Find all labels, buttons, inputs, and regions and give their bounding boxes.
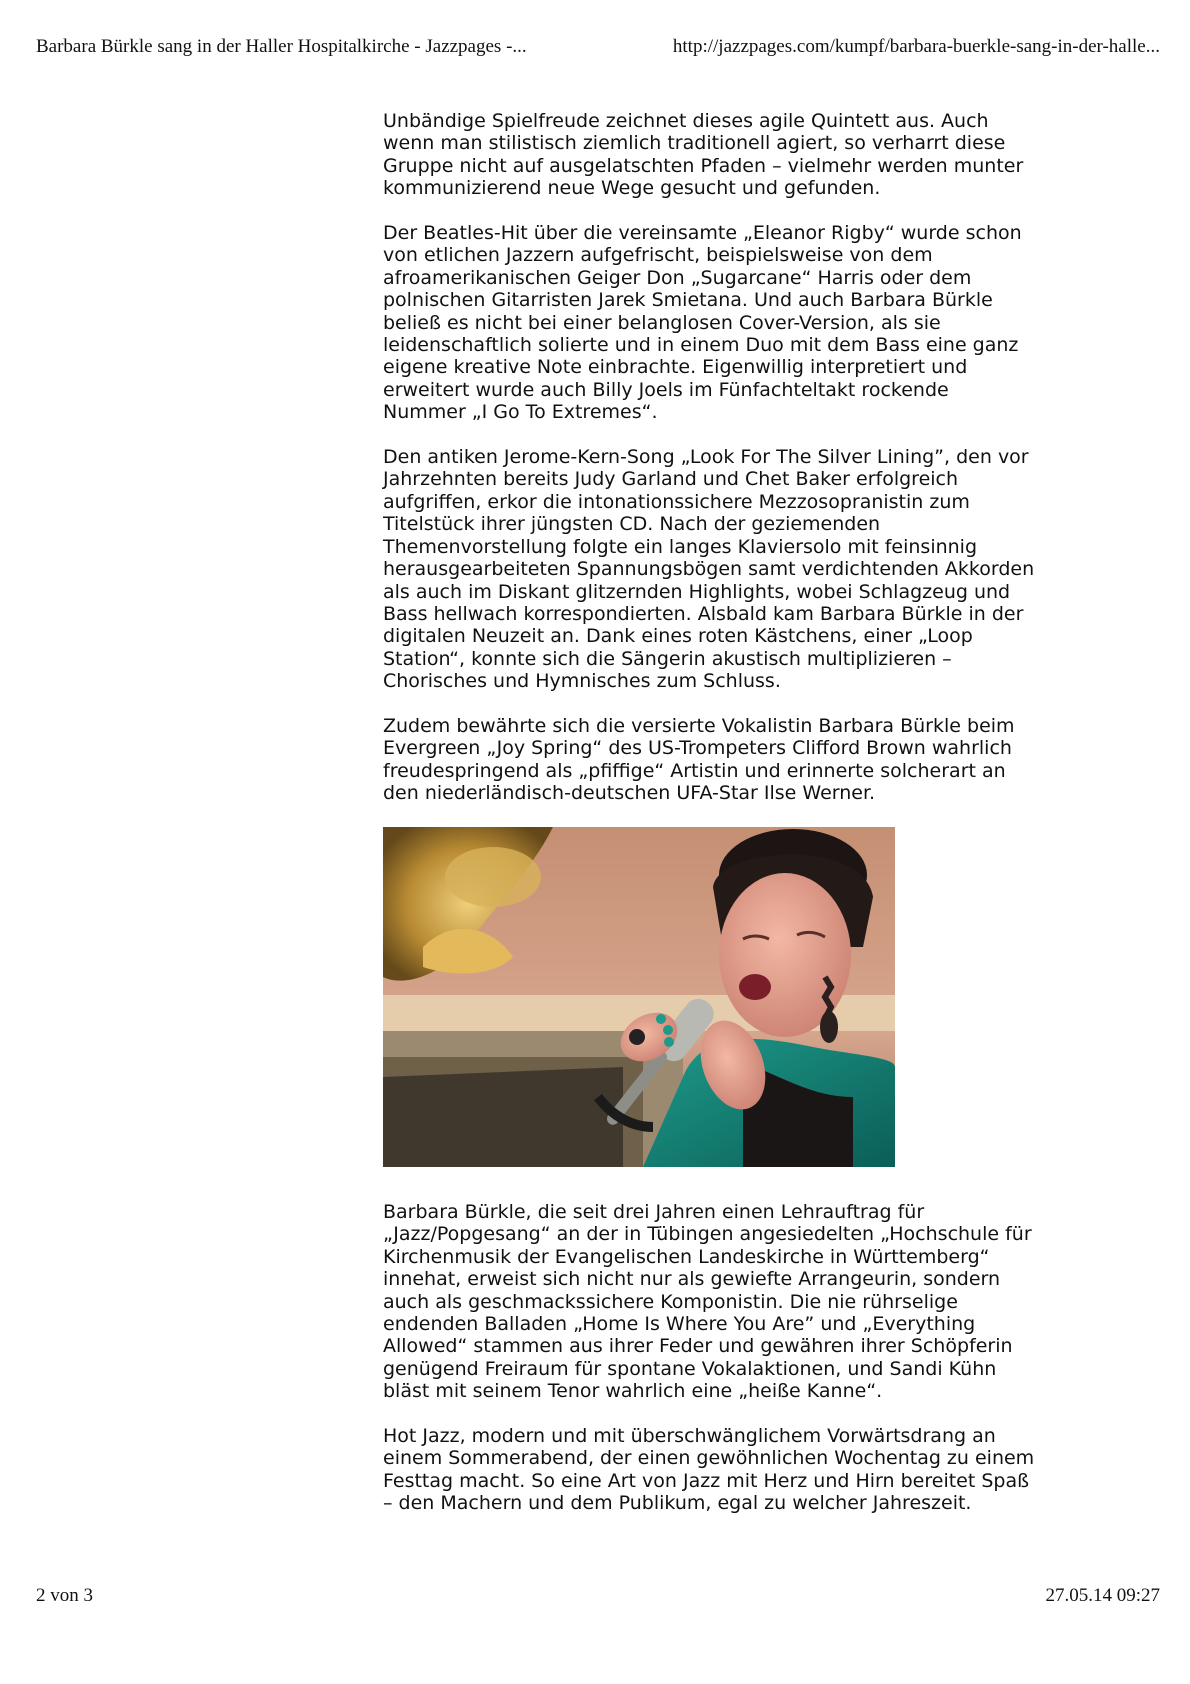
singer-photo <box>383 827 895 1167</box>
text-line: Evergreen „Joy Spring“ des US-Trompeters Clifford Brown wahrlich <box>383 737 1012 760</box>
text-line: beließ es nicht bei einer belanglosen Cover-Version, als sie <box>383 311 941 334</box>
article-text-before-image <box>383 110 1083 805</box>
text-line: Bass hellwach korrespondierten. Alsbald kam Barbara Bürkle in der <box>383 602 1024 625</box>
text-line: wenn man stilistisch ziemlich traditionell agiert, so verharrt diese <box>383 132 1006 155</box>
print-header-url: http://jazzpages.com/kumpf/barbara-buerkle-sang-in-der-halle... <box>672 36 1160 57</box>
text-line: leidenschaftlich solierte und in einem Duo mit dem Bass eine ganz <box>383 334 1019 357</box>
text-line: auch als geschmackssichere Komponistin. Die nie rührselige <box>383 1290 958 1313</box>
text-line: herausgearbeiteten Spannungsbögen samt verdichtenden Akkorden <box>383 558 1035 581</box>
text-line: polnischen Gitarristen Jarek Smietana. Und auch Barbara Bürkle <box>383 289 993 312</box>
text-line: einem Sommerabend, der einen gewöhnlichen Wochentag zu einem <box>383 1447 1035 1470</box>
text-line: Station“, konnte sich die Sängerin akustisch multiplizieren – <box>383 647 952 670</box>
text-line: endenden Balladen „Home Is Where You Are” und „Everything <box>383 1312 976 1335</box>
text-line: freudespringend als „pfiffige“ Artistin und erinnerte solcherart an <box>383 759 1006 782</box>
singer-photo-illustration <box>383 827 895 1167</box>
text-line: Chorisches und Hymnisches zum Schluss. <box>383 670 781 693</box>
text-line: Nummer „I Go To Extremes“. <box>383 401 658 424</box>
text-line: kommunizierend neue Wege gesucht und gefunden. <box>383 177 881 200</box>
text-line: Gruppe nicht auf ausgelatschten Pfaden – vielmehr werden munter <box>383 154 1024 177</box>
article-paragraph <box>383 1201 1083 1403</box>
text-line: Hot Jazz, modern und mit überschwänglichem Vorwärtsdrang an <box>383 1424 996 1447</box>
text-line: Festtag macht. So eine Art von Jazz mit Herz und Hirn bereitet Spaß <box>383 1469 1030 1492</box>
article-text-after-image <box>383 1201 1083 1515</box>
article-paragraph <box>383 222 1083 424</box>
text-line: erweitert wurde auch Billy Joels im Fünfachteltakt rockende <box>383 378 949 401</box>
text-line: den niederländisch-deutschen UFA-Star Ilse Werner. <box>383 782 876 805</box>
article-paragraph <box>383 446 1083 692</box>
page-number: 2 von 3 <box>36 1585 93 1606</box>
text-line: eigene kreative Note einbrachte. Eigenwillig interpretiert und <box>383 356 968 379</box>
text-line: Jahrzehnten bereits Judy Garland und Chet Baker erfolgreich <box>383 468 959 491</box>
text-line: Zudem bewährte sich die versierte Vokalistin Barbara Bürkle beim <box>383 714 1015 737</box>
text-line: Themenvorstellung folgte ein langes Klaviersolo mit feinsinnig <box>383 535 978 558</box>
text-line: bläst mit seinem Tenor wahrlich eine „heiße Kanne“. <box>383 1380 883 1403</box>
text-line: aufgriffen, erkor die intonationssichere Mezzosopranistin zum <box>383 490 970 513</box>
article-body <box>383 110 1083 1537</box>
text-line: genügend Freiraum für spontane Vokalaktionen, und Sandi Kühn <box>383 1357 997 1380</box>
print-header-title: Barbara Bürkle sang in der Haller Hospitalkirche - Jazzpages -... <box>36 36 527 57</box>
text-line: von etlichen Jazzern aufgefrischt, beispielsweise von dem <box>383 244 933 267</box>
text-line: afroamerikanischen Geiger Don „Sugarcane“ Harris oder dem <box>383 266 972 289</box>
text-line: Barbara Bürkle, die seit drei Jahren einen Lehrauftrag für <box>383 1200 925 1223</box>
text-line: „Jazz/Popgesang“ an der in Tübingen angesiedelten „Hochschule für <box>383 1223 1032 1246</box>
article-paragraph <box>383 110 1083 200</box>
text-line: – den Machern und dem Publikum, egal zu welcher Jahreszeit. <box>383 1492 972 1515</box>
article-paragraph <box>383 1425 1083 1515</box>
text-line: digitalen Neuzeit an. Dank eines roten Kästchens, einer „Loop <box>383 625 973 648</box>
article-paragraph <box>383 715 1083 805</box>
text-line: Der Beatles-Hit über die vereinsamte „Eleanor Rigby“ wurde schon <box>383 222 1022 245</box>
text-line: Kirchenmusik der Evangelischen Landeskirche in Württemberg“ <box>383 1245 990 1268</box>
text-line: Titelstück ihrer jüngsten CD. Nach der geziemenden <box>383 513 881 536</box>
text-line: innehat, erweist sich nicht nur als gewiefte Arrangeurin, sondern <box>383 1268 1001 1291</box>
text-line: Allowed“ stammen aus ihrer Feder und gewähren ihrer Schöpferin <box>383 1335 1013 1358</box>
print-datetime: 27.05.14 09:27 <box>1045 1585 1160 1606</box>
text-line: Unbändige Spielfreude zeichnet dieses agile Quintett aus. Auch <box>383 110 989 132</box>
text-line: als auch im Diskant glitzernden Highlights, wobei Schlagzeug und <box>383 580 1011 603</box>
text-line: Den antiken Jerome-Kern-Song „Look For The Silver Lining”, den vor <box>383 446 1029 469</box>
